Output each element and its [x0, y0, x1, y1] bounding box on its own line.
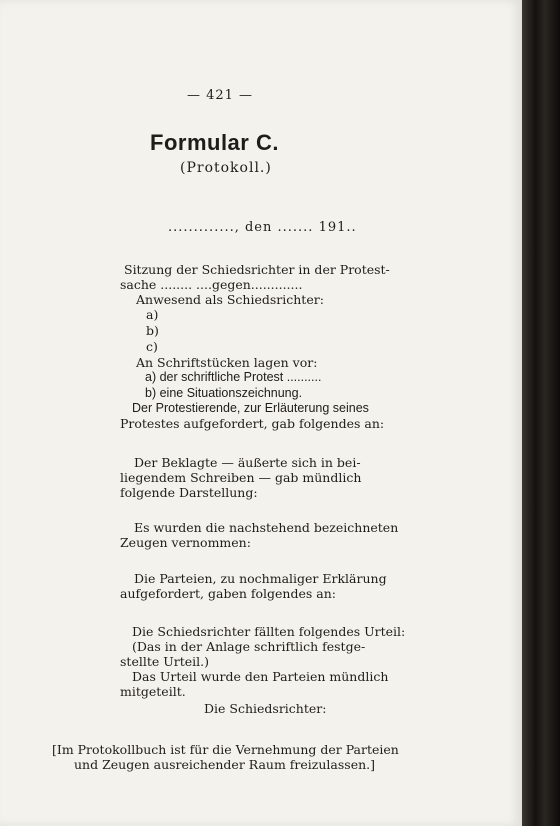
footnote-line-2: und Zeugen ausreichender Raum freizulassen.]	[74, 757, 376, 772]
verdict-line-5: mitgeteilt.	[120, 684, 186, 699]
form-title: Formular C.	[150, 130, 279, 155]
session-line-1: Sitzung der Schiedsrichter in der Protest-	[124, 262, 390, 277]
verdict-line-3: stellte Urteil.)	[120, 654, 210, 669]
verdict-line-4: Das Urteil wurde den Parteien mündlich	[132, 669, 389, 684]
witnesses-line-2: Zeugen vernommen:	[120, 535, 251, 550]
documents-heading: An Schriftstücken lagen vor:	[136, 355, 318, 370]
session-line-2: sache ........ ....gegen.............	[120, 277, 303, 292]
page-number: — 421 —	[186, 88, 254, 103]
arbiter-a: a)	[146, 307, 159, 322]
protester-line-1: Der Protestierende, zur Erläuterung seines	[132, 401, 369, 415]
book-page-edge	[522, 0, 560, 826]
arbiters-present: Anwesend als Schiedsrichter:	[136, 292, 324, 307]
arbiter-c: c)	[146, 339, 158, 354]
parties-line-1: Die Parteien, zu nochmaliger Erklärung	[134, 571, 387, 586]
witnesses-line-1: Es wurden die nachstehend bezeichneten	[134, 520, 399, 535]
document-b: b) eine Situationszeichnung.	[145, 386, 303, 400]
defendant-line-1: Der Beklagte — äußerte sich in bei-	[134, 455, 361, 470]
arbiters-signature: Die Schiedsrichter:	[204, 701, 327, 716]
parties-line-2: aufgefordert, gaben folgendes an:	[120, 586, 336, 601]
defendant-line-3: folgende Darstellung:	[120, 485, 258, 500]
verdict-line-1: Die Schiedsrichter fällten folgendes Urteil:	[132, 624, 406, 639]
defendant-line-2: liegendem Schreiben — gab mündlich	[120, 470, 362, 485]
form-subtitle: (Protokoll.)	[180, 160, 272, 176]
arbiter-b: b)	[146, 323, 159, 338]
date-line: ............., den ....... 191..	[168, 220, 357, 235]
footnote-line-1: [Im Protokollbuch ist für die Vernehmung der Parteien	[52, 742, 399, 757]
document-a: a) der schriftliche Protest ..........	[145, 370, 322, 384]
verdict-line-2: (Das in der Anlage schriftlich festge-	[132, 639, 366, 654]
protester-line-2: Protestes aufgefordert, gab folgendes an:	[120, 416, 385, 431]
